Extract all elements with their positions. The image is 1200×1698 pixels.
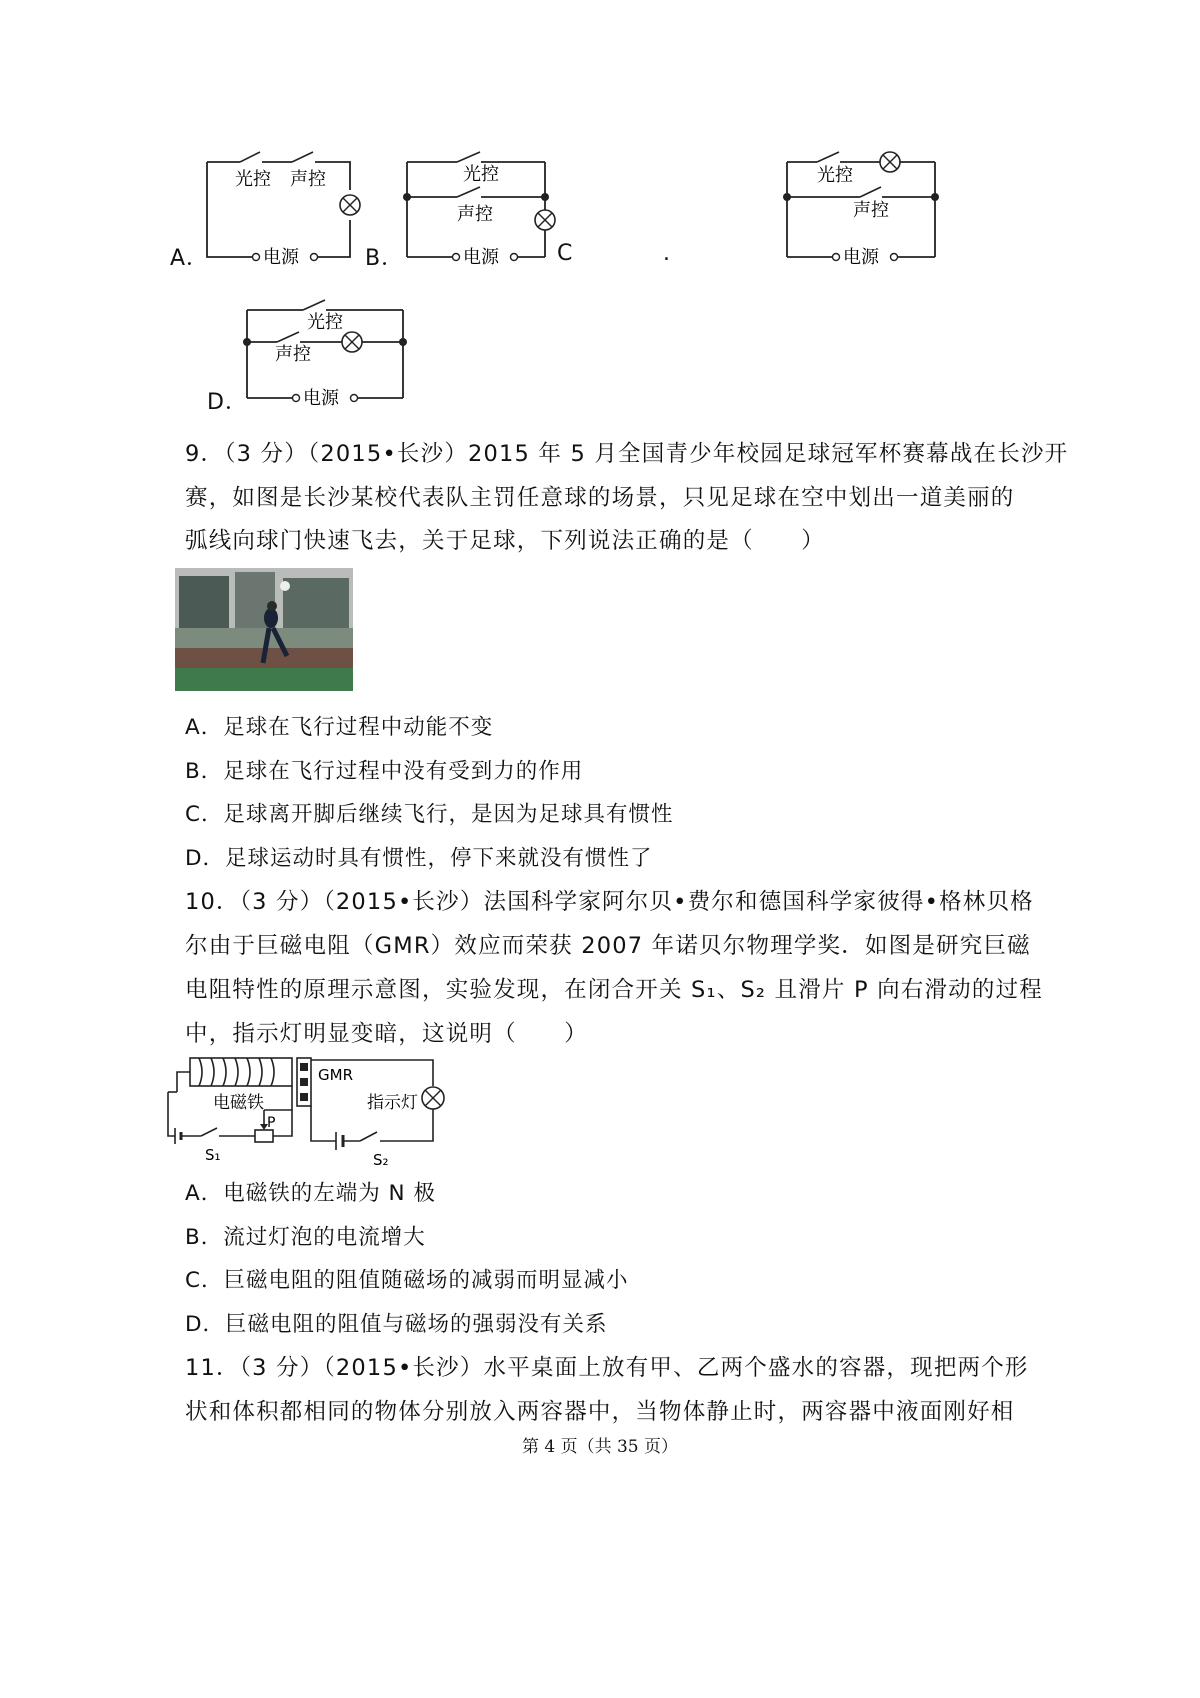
question-11-line: 11．（3 分）（2015•长沙）水平桌面上放有甲、乙两个盛水的容器，现把两个形 [185, 1355, 1029, 1381]
power-label: 电源 [263, 247, 299, 268]
circuit-diagram-b [395, 140, 575, 275]
sound-control-label: 声控 [853, 200, 889, 221]
light-control-label: 光控 [463, 164, 499, 185]
power-label: 电源 [463, 247, 499, 268]
electromagnet-label: 电磁铁 [213, 1093, 264, 1113]
option-c-label: C [557, 241, 574, 266]
question-9-line: 弧线向球门快速飞去，关于足球，下列说法正确的是（ ） [185, 528, 825, 554]
circuit-diagram-d [235, 290, 415, 415]
sound-control-label: 声控 [290, 169, 326, 190]
power-label: 电源 [303, 388, 339, 409]
question-10-option-b: B．流过灯泡的电流增大 [185, 1225, 426, 1250]
option-a-label: A． [170, 246, 210, 271]
light-control-label: 光控 [817, 165, 853, 186]
sound-control-label: 声控 [457, 204, 493, 225]
light-control-label: 光控 [307, 312, 343, 333]
question-10-line: 10．（3 分）（2015•长沙）法国科学家阿尔贝•费尔和德国科学家彼得•格林贝格 [185, 889, 1034, 915]
question-10-line: 尔由于巨磁电阻（GMR）效应而荣获 2007 年诺贝尔物理学奖．如图是研究巨磁 [185, 933, 1031, 959]
switch-s1-label: S₁ [205, 1146, 221, 1164]
question-10-option-c: C．巨磁电阻的阻值随磁场的减弱而明显减小 [185, 1268, 629, 1293]
circuit-diagram-a [195, 140, 375, 275]
gmr-circuit-diagram [165, 1050, 455, 1172]
soccer-free-kick-photo [175, 568, 353, 691]
circuit-diagram-c [775, 140, 955, 275]
indicator-lamp-label: 指示灯 [367, 1093, 418, 1113]
question-11-line: 状和体积都相同的物体分别放入两容器中，当物体静止时，两容器中液面刚好相 [185, 1399, 1015, 1425]
sound-control-label: 声控 [275, 344, 311, 365]
gmr-label: GMR [318, 1066, 353, 1084]
light-control-label: 光控 [235, 169, 271, 190]
question-10-line: 电阻特性的原理示意图，实验发现，在闭合开关 S₁、S₂ 且滑片 P 向右滑动的过程 [185, 977, 1043, 1003]
power-label: 电源 [843, 247, 879, 268]
question-9-option-a: A．足球在飞行过程中动能不变 [185, 715, 494, 740]
question-10-line: 中，指示灯明显变暗，这说明（ ） [185, 1021, 588, 1047]
slider-p-label: P [267, 1115, 276, 1131]
question-9-option-b: B．足球在飞行过程中没有受到力的作用 [185, 759, 584, 784]
question-10-option-a: A．电磁铁的左端为 N 极 [185, 1181, 436, 1206]
option-b-label: B． [365, 246, 405, 271]
question-10-option-d: D．巨磁电阻的阻值与磁场的强弱没有关系 [185, 1312, 608, 1337]
option-c-dot: . [663, 241, 671, 266]
question-9-option-c: C．足球离开脚后继续飞行，是因为足球具有惯性 [185, 802, 674, 827]
question-9-line: 赛，如图是长沙某校代表队主罚任意球的场景，只见足球在空中划出一道美丽的 [185, 485, 1015, 511]
question-9-line: 9．（3 分）（2015•长沙）2015 年 5 月全国青少年校园足球冠军杯赛幕战在长沙开 [185, 441, 1069, 467]
page-footer: 第 4 页（共 35 页） [521, 1437, 679, 1457]
switch-s2-label: S₂ [373, 1151, 389, 1169]
option-d-label: D． [207, 390, 248, 415]
question-9-option-d: D．足球运动时具有惯性，停下来就没有惯性了 [185, 846, 653, 871]
